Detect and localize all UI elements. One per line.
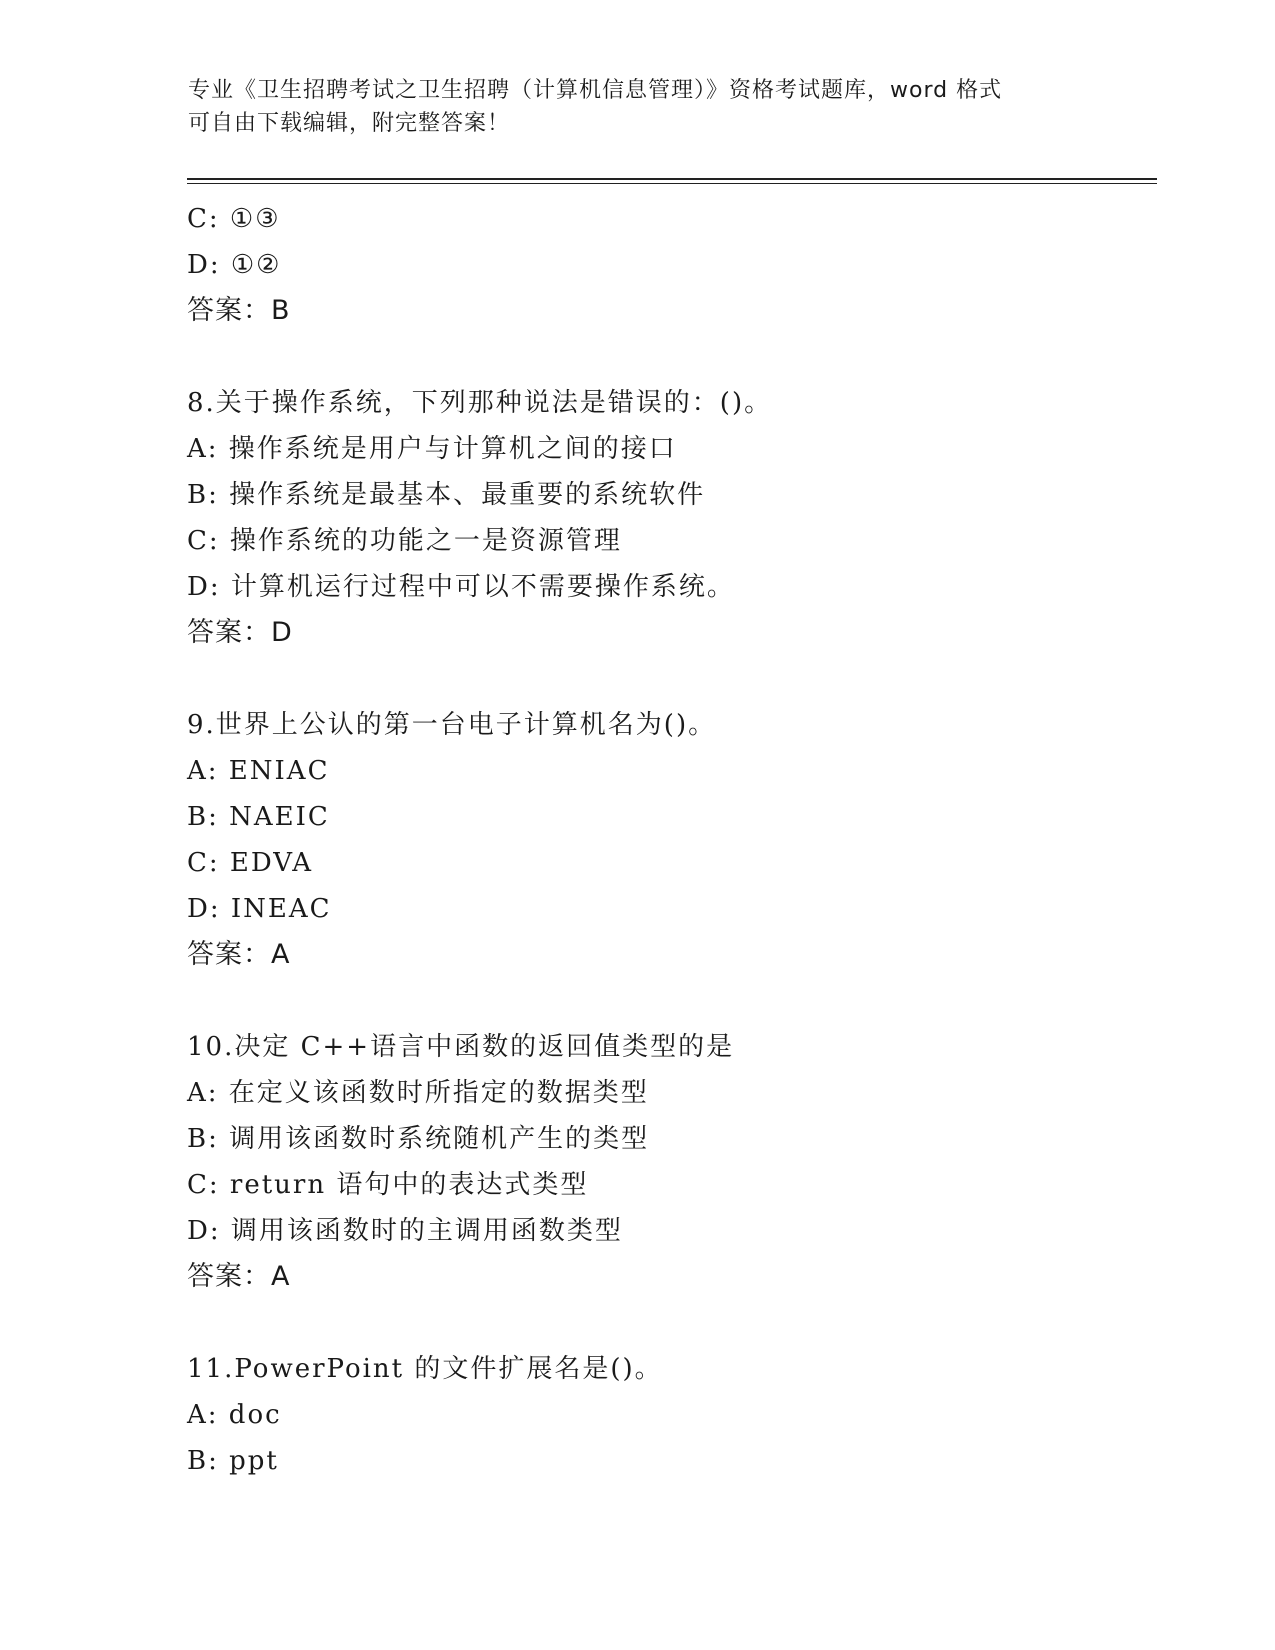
option-d: D: ①②	[187, 250, 282, 280]
question-stem: 11.PowerPoint 的文件扩展名是()。	[187, 1354, 663, 1384]
answer-line: 答案：A	[187, 1261, 291, 1292]
option-c: C: EDVA	[187, 848, 314, 878]
option-d: D: 计算机运行过程中可以不需要操作系统。	[187, 572, 735, 602]
option-a: A: ENIAC	[187, 756, 330, 786]
question-list	[187, 196, 1147, 1484]
option-d: D: INEAC	[187, 894, 332, 924]
answer-line: 答案：A	[187, 939, 291, 970]
option-c: C: return 语句中的表达式类型	[187, 1170, 589, 1200]
header-divider-thick	[187, 178, 1157, 180]
option-a: A: doc	[187, 1400, 282, 1430]
option-b: B: 调用该函数时系统随机产生的类型	[187, 1124, 650, 1154]
option-c: C: 操作系统的功能之一是资源管理	[187, 526, 622, 556]
spacer	[187, 656, 1147, 702]
option-d: D: 调用该函数时的主调用函数类型	[187, 1216, 623, 1246]
answer-line: 答案：B	[187, 295, 291, 326]
question-stem: 8.关于操作系统，下列那种说法是错误的：()。	[187, 388, 773, 418]
header-line-1: 专业《卫生招聘考试之卫生招聘（计算机信息管理）》资格考试题库，word 格式	[188, 78, 1003, 103]
spacer	[187, 334, 1147, 380]
header-divider-thin	[187, 183, 1157, 184]
spacer	[187, 1300, 1147, 1346]
question-stem: 9.世界上公认的第一台电子计算机名为()。	[187, 710, 717, 740]
spacer	[187, 978, 1147, 1024]
option-a: A: 在定义该函数时所指定的数据类型	[187, 1078, 649, 1108]
document-header	[188, 74, 1088, 140]
option-c: C: ①③	[187, 204, 281, 234]
header-line-2: 可自由下载编辑，附完整答案！	[188, 111, 511, 136]
question-stem: 10.决定 C++语言中函数的返回值类型的是	[187, 1032, 735, 1062]
option-b: B: 操作系统是最基本、最重要的系统软件	[187, 480, 706, 510]
option-b: B: NAEIC	[187, 802, 330, 832]
option-a: A: 操作系统是用户与计算机之间的接口	[187, 434, 677, 464]
option-b: B: ppt	[187, 1446, 279, 1476]
answer-line: 答案：D	[187, 617, 293, 648]
